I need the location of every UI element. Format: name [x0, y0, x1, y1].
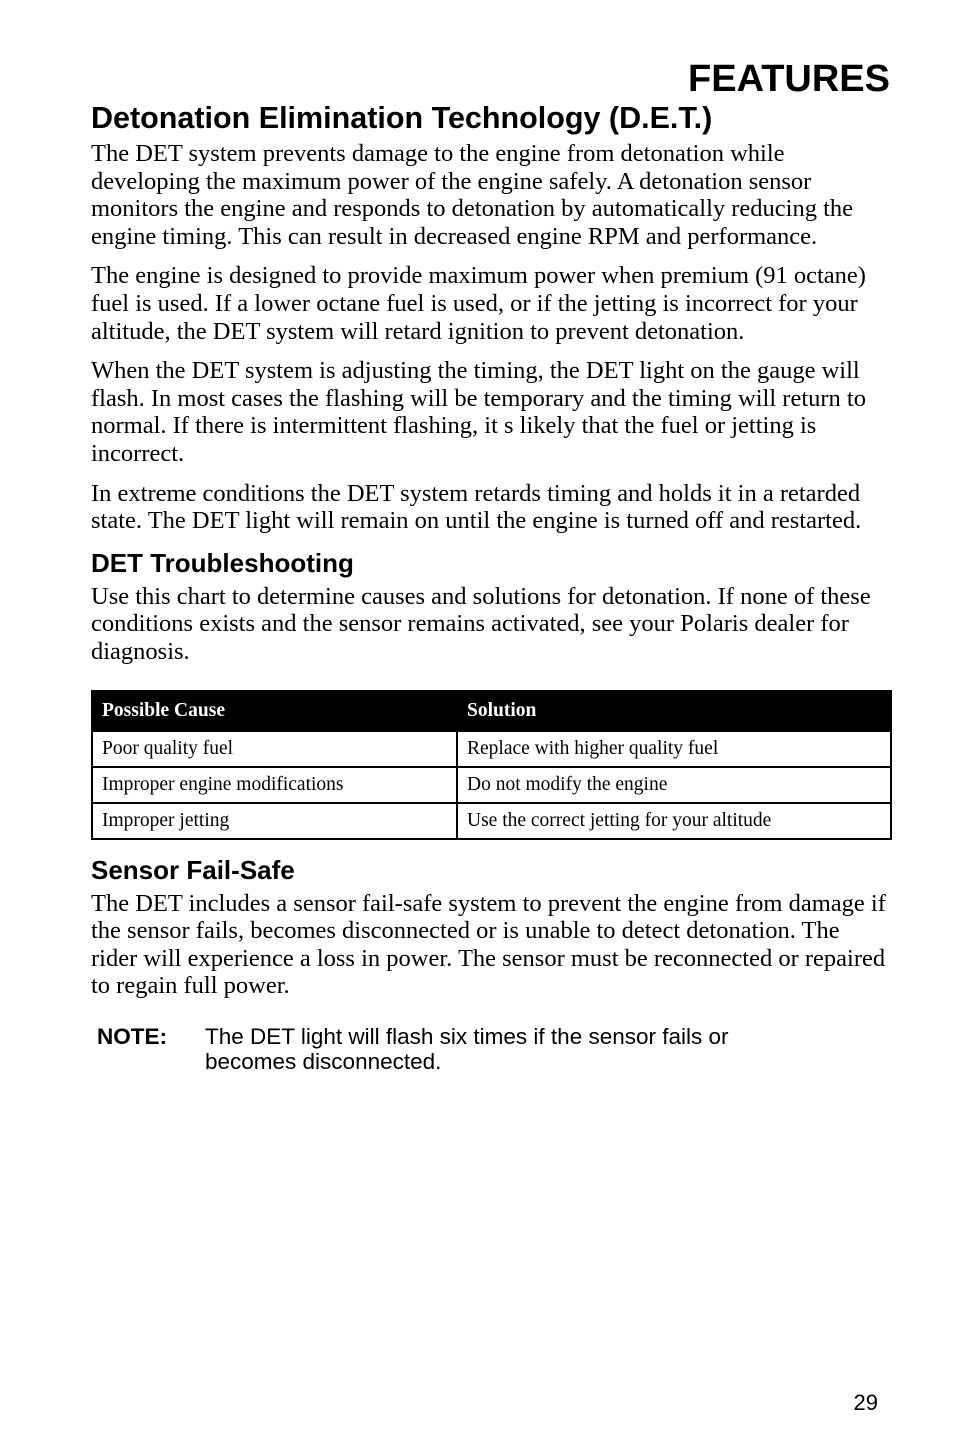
- page-number: 29: [853, 1390, 878, 1415]
- note-block: [91, 1024, 891, 1074]
- troubleshooting-title: DET Troubleshooting: [91, 547, 354, 578]
- header-possible-cause: Possible Cause: [92, 691, 457, 731]
- paragraph-intro: The DET system prevents damage to the engine from detonation while developing the maximum power of the engine safely. A detonation sensor monitors the engine and responds to detonation by automatically reducing the engine timing. This can result in decreased engine RPM and performance.: [91, 140, 854, 250]
- solution-cell: Use the correct jetting for your altitude: [457, 803, 891, 839]
- fail-safe-title: Sensor Fail-Safe: [91, 854, 295, 885]
- cause-cell: Improper jetting: [92, 803, 457, 839]
- paragraph-octane: The engine is designed to provide maximum power when premium (91 octane) fuel is used. If a lower octane fuel is used, or if the jetting is incorrect for your altitude, the DET system will retard ignition to prevent detonation.: [91, 262, 866, 345]
- chapter-title: FEATURES: [688, 58, 890, 100]
- note-label: NOTE:: [97, 1023, 167, 1049]
- solution-cell: Do not modify the engine: [457, 767, 891, 803]
- cause-cell: Improper engine modifications: [92, 767, 457, 803]
- troubleshooting-intro: Use this chart to determine causes and solutions for detonation. If none of these conditions exists and the sensor remains activated, see your Polaris dealer for diagnosis.: [91, 582, 871, 665]
- header-solution: Solution: [457, 691, 891, 731]
- table-header-row: [92, 691, 891, 731]
- note-text: The DET light will flash six times if the sensor fails or becomes disconnected.: [205, 1023, 729, 1074]
- troubleshooting-table: [91, 690, 892, 840]
- solution-cell: Replace with higher quality fuel: [457, 731, 891, 767]
- cause-cell: Poor quality fuel: [92, 731, 457, 767]
- page-content: [91, 98, 891, 1074]
- paragraph-flashing: When the DET system is adjusting the timing, the DET light on the gauge will flash. In most cases the flashing will be temporary and the timing will return to normal. If there is intermittent flashing, it s likely that the fuel or jetting is incorrect.: [91, 357, 866, 467]
- paragraph-extreme: In extreme conditions the DET system retards timing and holds it in a retarded state. The DET light will remain on until the engine is turned off and restarted.: [91, 479, 862, 535]
- fail-safe-text: The DET includes a sensor fail-safe system to prevent the engine from damage if the sensor fails, becomes disconnected or is unable to detect detonation. The rider will experience a loss in power. The sensor must be reconnected or repaired to regain full power.: [91, 889, 886, 1000]
- table-row: [92, 767, 891, 803]
- table-row: [92, 731, 891, 767]
- table-row: [92, 803, 891, 839]
- section-title: Detonation Elimination Technology (D.E.T.): [91, 101, 713, 135]
